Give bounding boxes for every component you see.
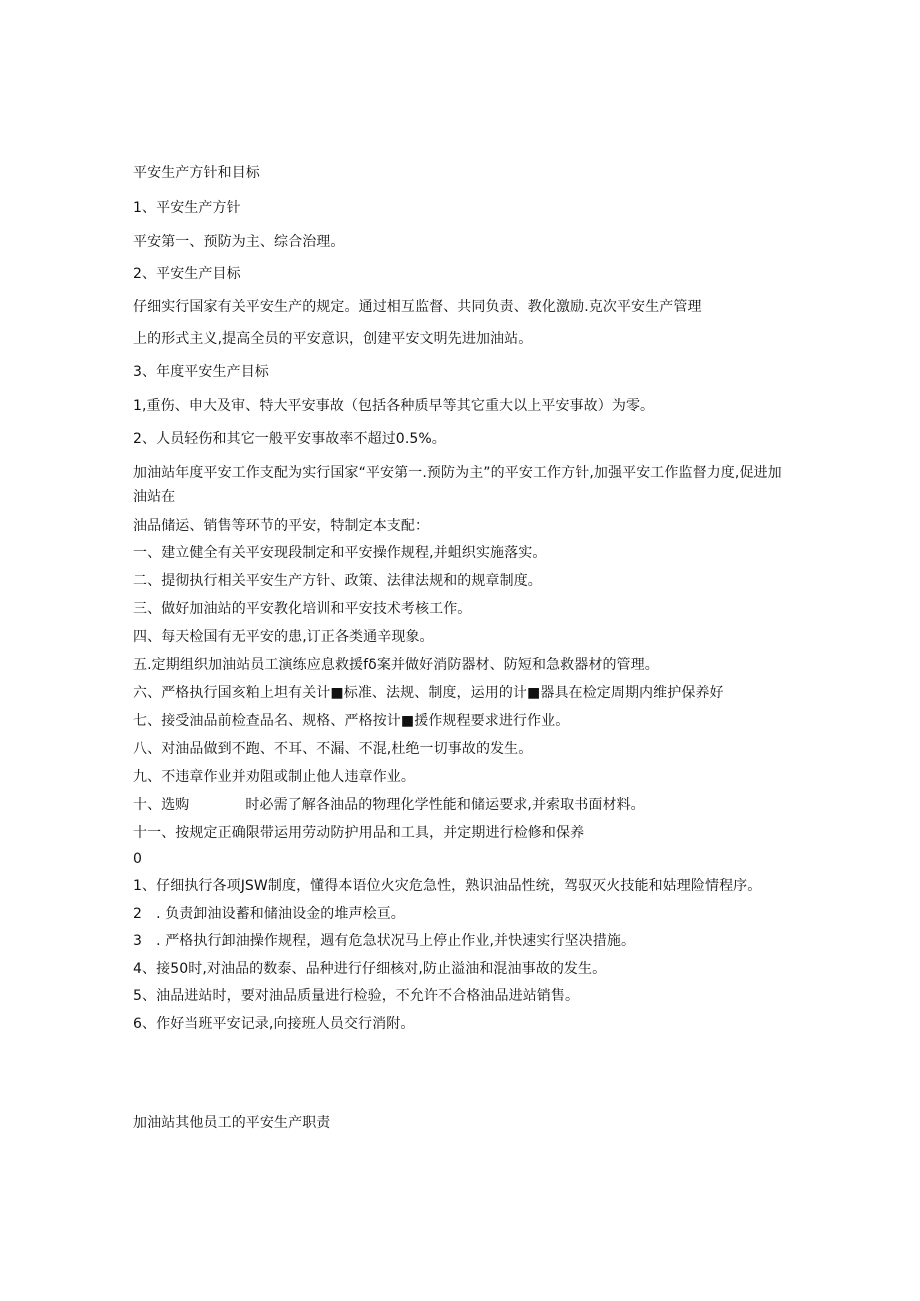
plan-item-10 [133,795,793,815]
section-3-item-2: 2、人员轻伤和其它一般平安事故率不超过0.5%。 [133,431,446,447]
section-2-body-line-2: 上的形式主义,提高全员的平安意识，创建平安文明先进加油站。 [133,331,533,347]
zero-line: 0 [133,851,143,867]
plan-item: 三、做好加油站的平安教化培训和平安技术考核工作。 [133,601,472,617]
section-1-body: 平安第一、预防为主、综合治理。 [133,234,345,250]
plan-item: 二、提彻执行相关平安生产方针、政策、法律法规和的规章制度。 [133,573,542,589]
plan-item: 七、接受油品前检查品名、规格、严格按计■援作规程要求进行作业。 [133,713,570,729]
plan-item-10-end: 时必需了解各油品的物理化学性能和储运要求,并索取书面材料。 [245,797,645,813]
section-3-item-1: 1,重伤、申大及审、特大平安事故（包括各种质早等其它重大以上平安事故）为零。 [133,398,655,414]
section-2-heading: 2、平安生产目标 [133,266,241,282]
plan-item: 一、建立健全有关平安现段制定和平安操作规程,并蛆织实施落实。 [133,545,547,561]
duty-item: 6、作好当班平安记录,向接班人员交行消附。 [133,1016,415,1032]
plan-item: 九、不违章作业并劝阻或制止他人违章作业。 [133,769,415,785]
duty-item: 1、仔细执行各项JSW制度，懂得本语位火灾危急性，熟识油品性统，驾驭灭火技能和姑理险情程序。 [133,878,762,894]
document-title: 平安生产方针和目标 [133,165,260,181]
section-1-heading: 1、平安生产方针 [133,200,241,216]
plan-item: 八、对油品做到不跑、不耳、不漏、不混,杜绝一切事故的发生。 [133,741,533,757]
duty-item: 2 . 负责卸油设蓄和储油设金的堆声桧亘。 [133,906,405,922]
intro-paragraph: 加油站年度平安工作支配为实行国家“平安第一.预防为主”的平安工作方针,加强平安工作监督力度,促进加油站在 [133,465,782,505]
plan-item-10-start: 十、选购 [133,797,190,813]
footer-heading: 加油站其他员工的平安生产职责 [133,1115,331,1131]
duty-item: 4、接50时,对油品的数泰、品种进行仔细核对,防止溢油和混油事故的发生。 [133,961,607,977]
plan-item: 四、每天检国有无平安的患,订正各类通辛现象。 [133,629,434,645]
duty-item: 5、油品进站时，要对油品质量进行检验，不允许不合格油品进站销售。 [133,988,580,1004]
plan-item: 六、严格执行国亥粕上坦有关计■标准、法规、制度，运用的计■器具在检定周期内维护保养好 [133,685,724,701]
section-3-heading: 3、年度平安生产目标 [133,364,269,380]
duty-item: 3 . 严格执行卸油操作规程，週有危急状况马上停止作业,并快速实行坚决措施。 [133,933,636,949]
plan-item-11: 十一、按规定正确限带运用劳动防护用品和工具，并定期进行检修和保养 [133,825,585,841]
intro-continuation: 油品储运、销售等环节的平安，特制定本支配： [133,518,430,534]
section-2-body-line-1: 仔细实行国家有关平安生产的规定。通过相互监督、共同负责、教化激励.克次平安生产管理 [133,299,702,315]
plan-item: 五.定期组织加油站员工演练应息救援fδ案并做好消防器材、防短和急救器材的管理。 [133,657,659,673]
